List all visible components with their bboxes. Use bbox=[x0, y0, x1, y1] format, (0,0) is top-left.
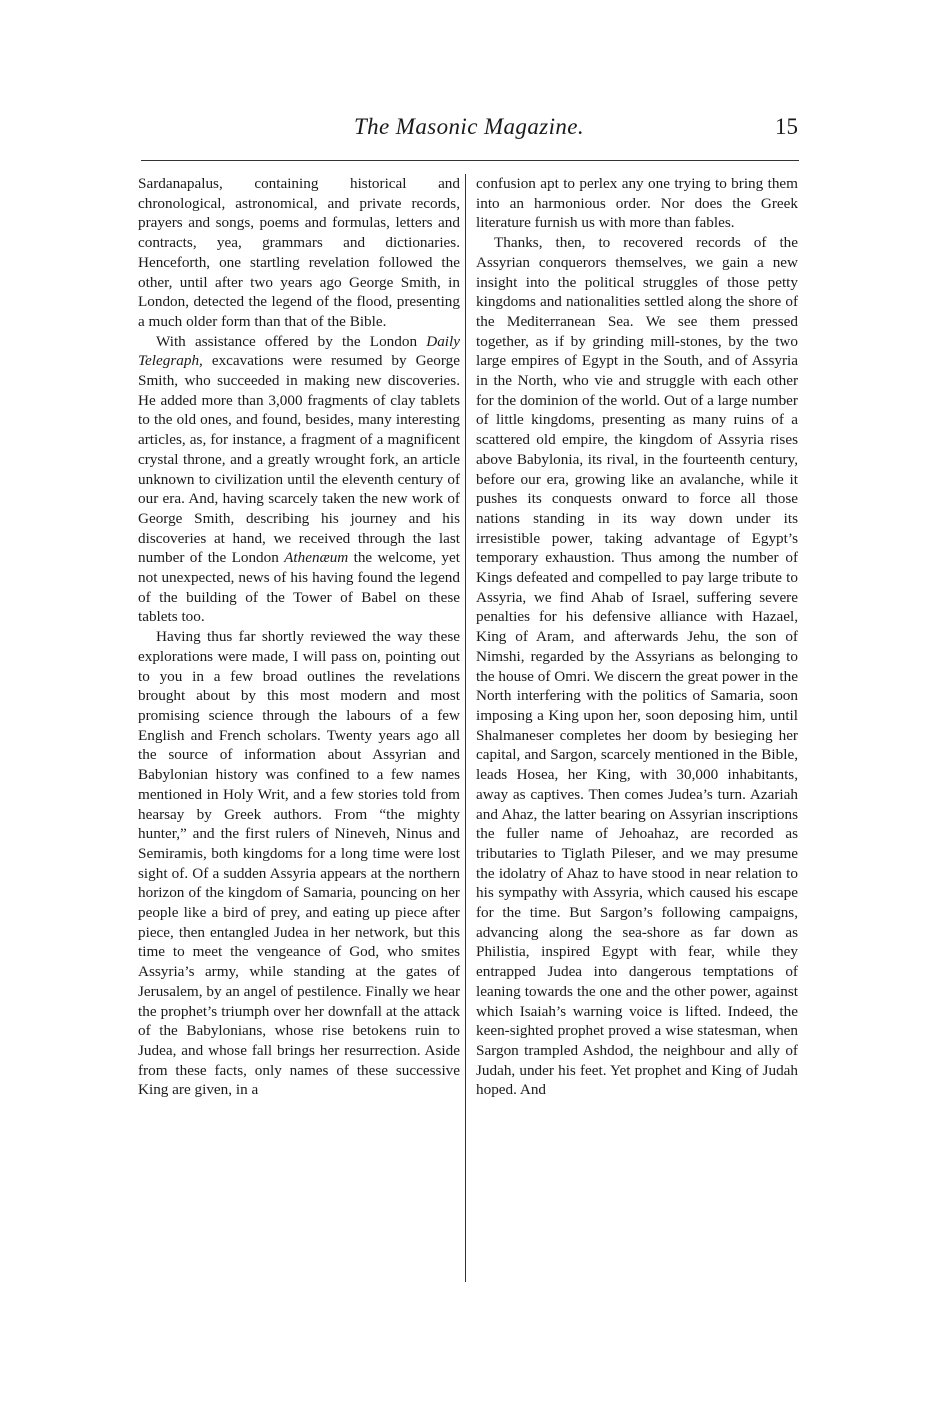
column-divider bbox=[465, 174, 466, 1282]
left-column bbox=[138, 174, 460, 1100]
header-rule bbox=[141, 160, 799, 161]
text-run: the welcome, yet not unexpected, news of his having found the legend of the building of the Tower of Babel on these tablets too. bbox=[138, 549, 460, 626]
italic-title: Athenæum bbox=[284, 549, 349, 567]
paragraph: Having thus far shortly reviewed the way these explorations were made, I will pass on, pointing out to you in a few broad outlines the revelations brought about by this most modern and most promising science through the labours of a few English and French scholars. Twenty years ago all the source of information about Assyrian and Babylonian history was confined to a few names mentioned in Holy Writ, and a few stories told from hearsay by Greek authors. From “the mighty hunter,” and the first rulers of Nineveh, Ninus and Semiramis, both kingdoms for a long time were lost sight of. Of a sudden Assyria appears at the northern horizon of the kingdom of Samaria, pouncing on her people like a bird of prey, and eating up piece after piece, then entangled Judea in her network, but this time to meet the vengeance of God, who smites Assyria’s army, while standing at the gates of Jerusalem, by an angel of pestilence. Finally we hear the prophet’s triumph over her downfall at the attack of the Babylonians, whose rise betokens ruin to Judea, and whose fall brings her resurrection. Aside from these facts, only names of these successive King are given, in a bbox=[138, 628, 460, 1099]
running-title: The Masonic Magazine. bbox=[353, 114, 585, 139]
text-run: With assistance offered by the London bbox=[156, 332, 427, 350]
text-run: excavations were resumed by George Smith, who succeeded in making new discoveries. He added more than 3,000 fragments of clay tablets to the old ones, and found, besides, many interesting articles, as, for instance, a fragment of a magnificent crystal throne, and a greatly wrought fork, an article unknown to civilization until the eleventh century of our era. And, having scarcely taken the new work of George Smith, describing his journey and his discoveries at hand, we received through the last number of the London bbox=[138, 352, 460, 567]
paragraph bbox=[138, 332, 460, 628]
italic-title: Daily Telegraph, bbox=[138, 332, 460, 370]
page-header bbox=[138, 114, 800, 150]
paragraph: confusion apt to perlex any one trying to bring them into an harmonious order. Nor does the Greek literature furnish us with more than fables. bbox=[476, 175, 798, 232]
paragraph: Thanks, then, to recovered records of the Assyrian conquerors themselves, we gain a new insight into the political struggles of those petty kingdoms and nationalities settled along the shore of the Mediterranean Sea. We see them pressed together, as if by grinding mill-stones, by the two large empires of Egypt in the South, and of Assyria in the North, who vie and struggle with each other for the dominion of the world. Out of a large number of little kingdoms, presenting as many ruins of a scattered old empire, the kingdom of Assyria rises above Babylonia, its rival, in the fourteenth century, before our era, growing like an avalanche, while it pushes its conquests onward to force all those nations standing in its way down under its irresistible power, taking advantage of Egypt’s temporary exhaustion. Thus among the number of Kings defeated and compelled to pay large tribute to Assyria, we find Ahab of Israel, suffering severe penalties for his defensive alliance with Hazael, King of Aram, and afterwards Jehu, the son of Nimshi, regarded by the Assyrians as belonging to the house of Omri. We discern the great power in the North interfering with the politics of Samaria, soon imposing a King upon her, soon deposing him, until Shalmaneser completes her doom by besieging her capital, and Sargon, scarcely mentioned in the Bible, leads Hosea, her King, with 30,000 inhabitants, away as captives. Then comes Judea’s turn. Azariah and Ahaz, the latter bearing on Assyrian inscriptions the fuller name of Jehoahaz, are recorded as tributaries to Tiglath Pileser, and we may presume the idolatry of Ahaz to have stood in near relation to his sympathy with Assyria, which caused his escape for the time. But Sargon’s following campaigns, advancing along the sea-shore as far down as Philistia, inspired Egypt with fear, while they entrapped Judea into dangerous temptations of leaning towards the one and the other power, against which Isaiah’s warning voice is lifted. Indeed, the keen-sighted prophet proved a wise statesman, when Sargon trampled Ashdod, the neighbour and ally of Judah, under his feet. Yet prophet and King of Judah hoped. And bbox=[476, 234, 798, 1099]
paragraph: Sardanapalus, containing historical and chronological, astronomical, and private records, prayers and songs, poems and formulas, letters and contracts, yea, grammars and dictionaries. Henceforth, one startling revelation followed the other, until after two years ago George Smith, in London, detected the legend of the flood, presenting a much older form than that of the Bible. bbox=[138, 175, 460, 330]
right-column bbox=[476, 174, 798, 1100]
page-number: 15 bbox=[775, 114, 798, 139]
